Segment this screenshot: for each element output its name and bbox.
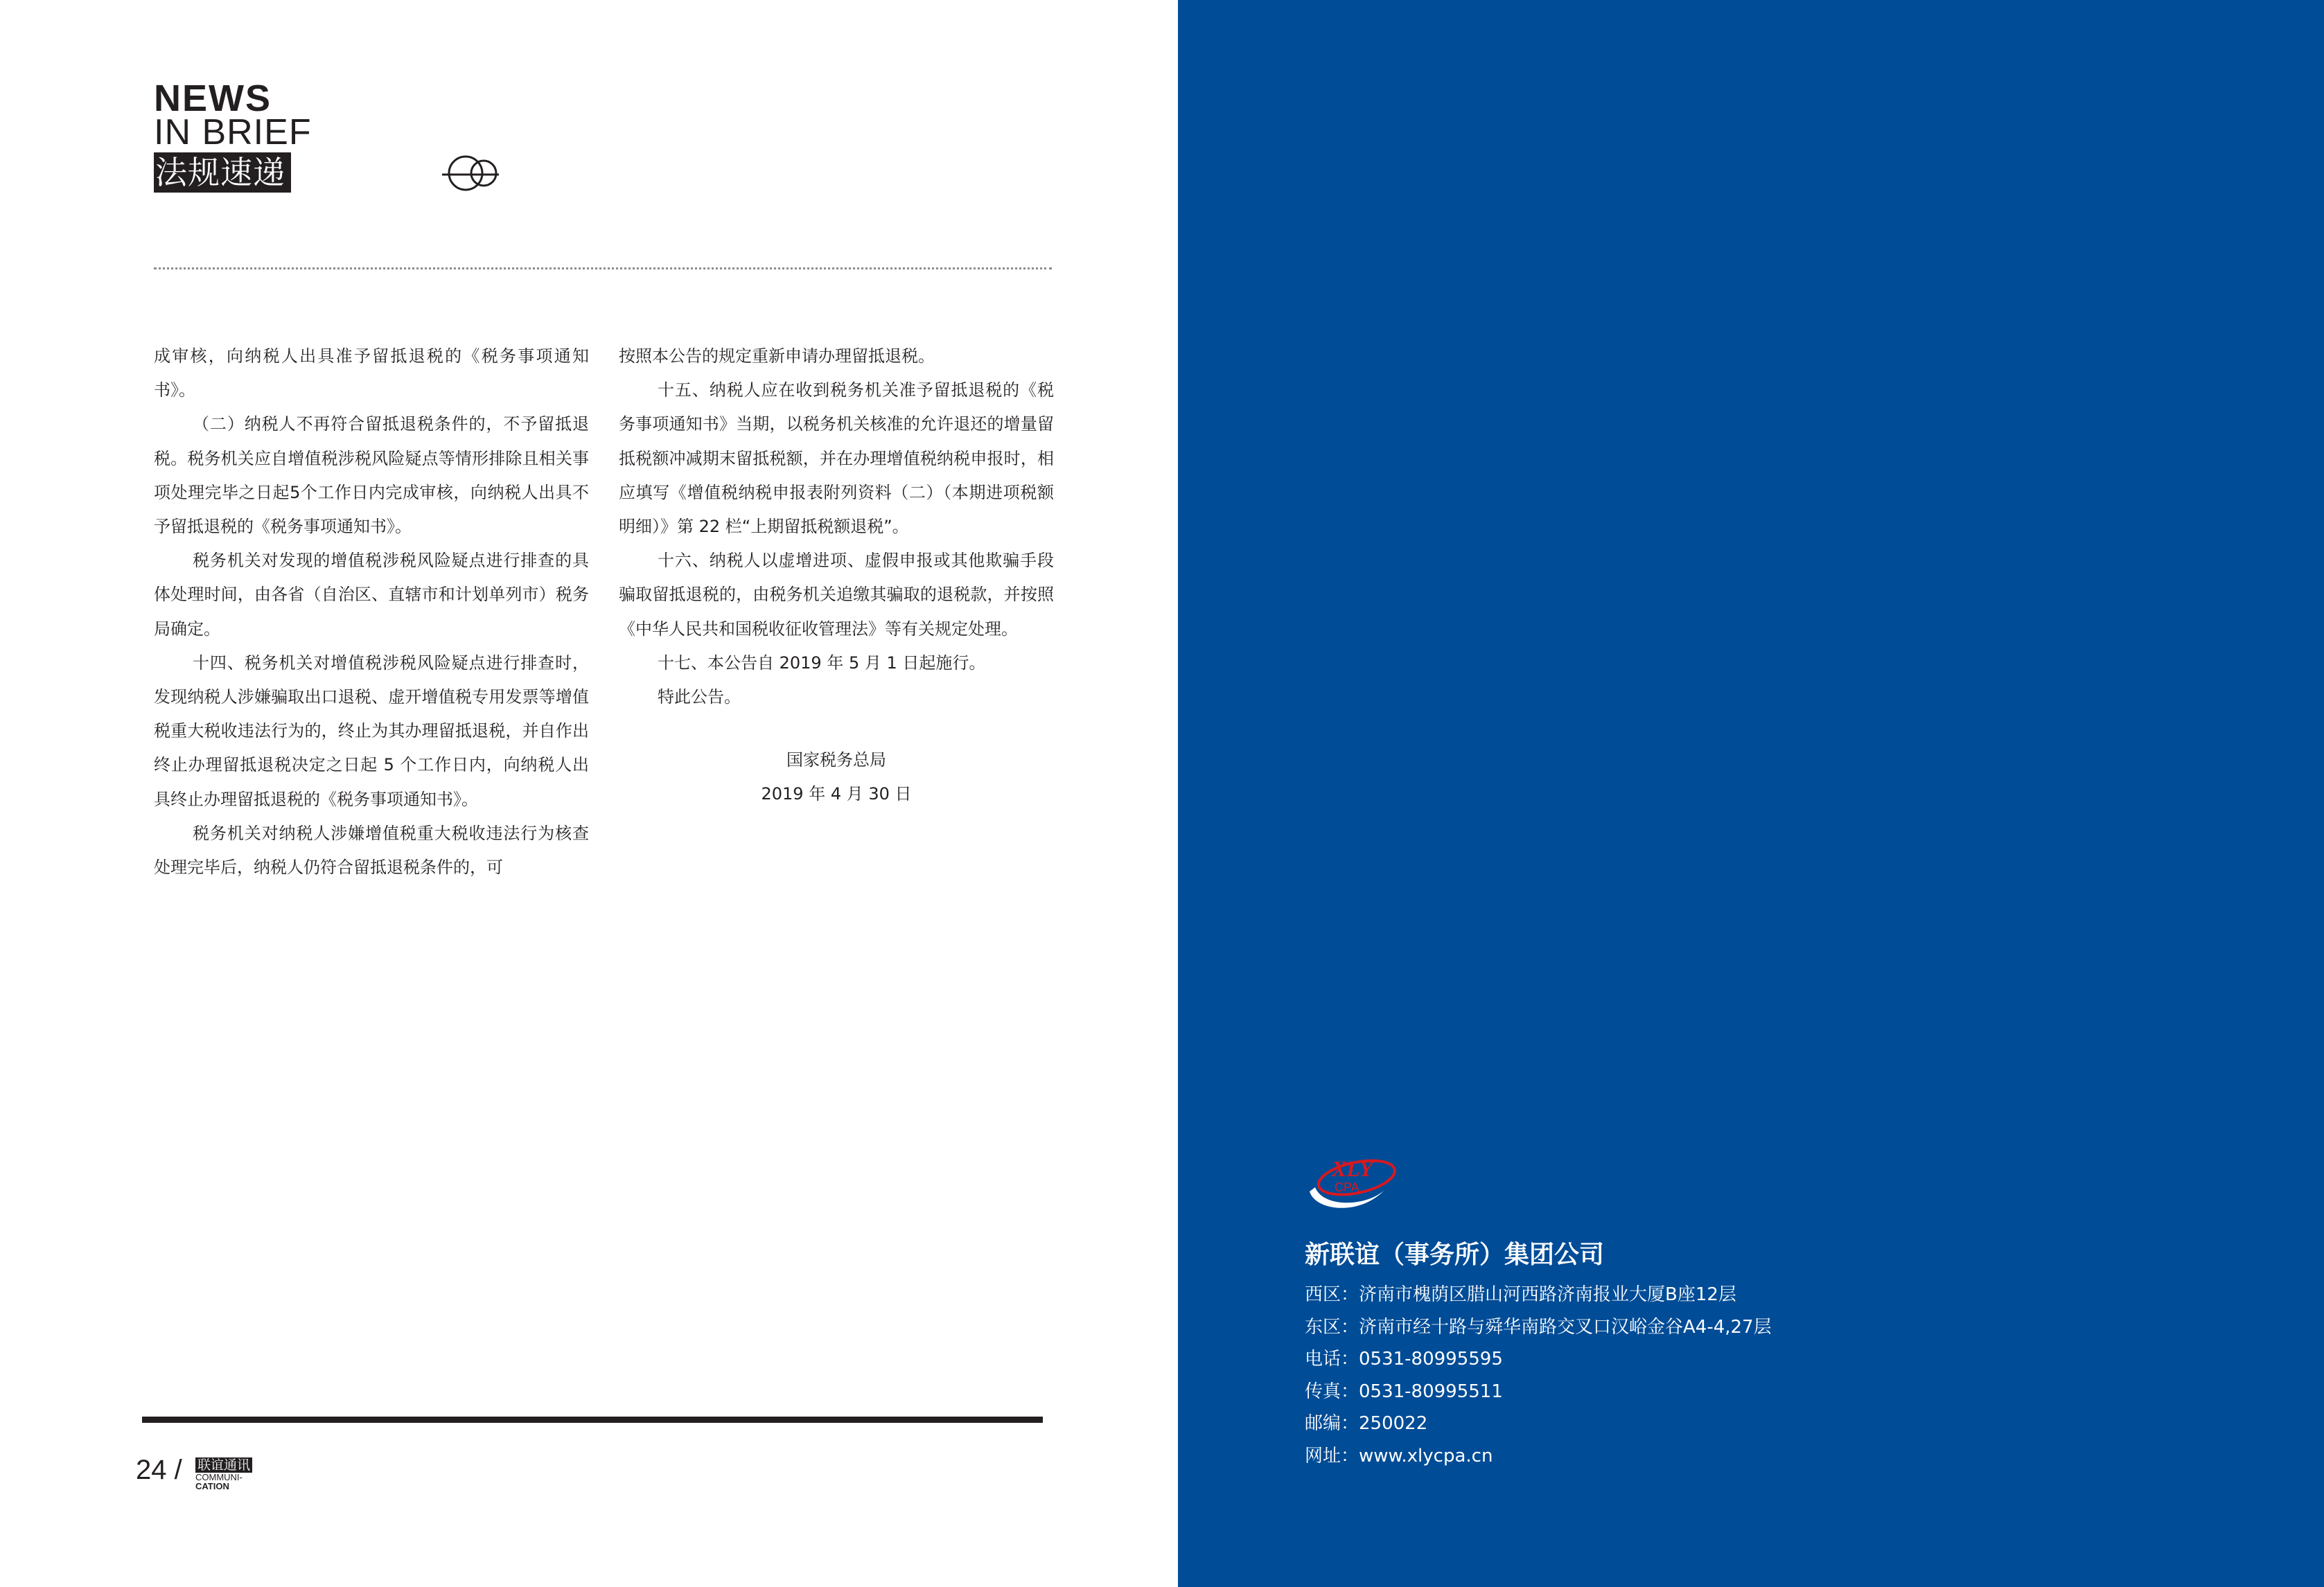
paragraph: 税务机关对纳税人涉嫌增值税重大税收违法行为核查处理完毕后，纳税人仍符合留抵退税条件的，可 xyxy=(154,823,589,878)
paragraph: 成审核，向纳税人出具准予留抵退税的《税务事项通知书》。 xyxy=(154,346,589,400)
header-dotted-divider xyxy=(154,267,1052,269)
company-website: 网址：www.xlycpa.cn xyxy=(1305,1445,1493,1466)
section-header-logo xyxy=(154,78,312,194)
company-contact-block xyxy=(1305,1279,1772,1472)
paragraph: 特此公告。 xyxy=(658,687,741,707)
rings-decoration-icon xyxy=(305,152,499,194)
signature-org: 国家税务总局 xyxy=(786,750,886,770)
article-column-2 xyxy=(619,339,1054,812)
company-postcode: 邮编：250022 xyxy=(1305,1413,1428,1434)
company-name: 新联谊（事务所）集团公司 xyxy=(1305,1241,1605,1269)
paragraph: 十七、本公告自 2019 年 5 月 1 日起施行。 xyxy=(658,653,986,673)
paragraph: 税务机关对发现的增值税涉税风险疑点进行排查的具体处理时间，由各省（自治区、直辖市和计划单列市）税务局确定。 xyxy=(154,551,589,639)
header-cn-row xyxy=(154,152,312,194)
header-news-text: NEWS xyxy=(154,78,272,119)
company-logo-icon xyxy=(1303,1150,1400,1219)
footer-logo-en2 xyxy=(195,1482,252,1491)
footer-logo-cn: 联谊通讯 xyxy=(195,1457,252,1473)
article-column-1 xyxy=(154,339,589,885)
company-phone: 电话：0531-80995595 xyxy=(1305,1349,1503,1369)
company-address-west: 西区：济南市槐荫区腊山河西路济南报业大厦B座12层 xyxy=(1305,1284,1736,1305)
company-fax: 传真：0531-80995511 xyxy=(1305,1381,1503,1402)
paragraph: 十六、纳税人以虚增进项、虚假申报或其他欺骗手段骗取留抵退税的，由税务机关追缴其骗取的退税款，并按照《中华人民共和国税收征收管理法》等有关规定处理。 xyxy=(619,551,1054,639)
paragraph: 按照本公告的规定重新申请办理留抵退税。 xyxy=(619,346,935,366)
signature-gap xyxy=(619,714,1054,743)
footer-publication-logo xyxy=(195,1457,252,1491)
company-address-east: 东区：济南市经十路与舜华南路交叉口汉峪金谷A4-4,27层 xyxy=(1305,1316,1772,1338)
signature-date: 2019 年 4 月 30 日 xyxy=(761,784,912,804)
logo-xly-text: XLY xyxy=(1332,1156,1373,1181)
paragraph: （二）纳税人不再符合留抵退税条件的，不予留抵退税。税务机关应自增值税涉税风险疑点等情形排除且相关事项处理完毕之日起5个工作日内完成审核，向纳税人出具不予留抵退税的《税务事项通知书》。 xyxy=(154,414,589,537)
header-in-brief-text: IN BRIEF xyxy=(154,112,312,152)
footer-logo-en2-text: CATION xyxy=(195,1481,229,1491)
footer-rule xyxy=(142,1417,1043,1423)
paragraph: 十五、纳税人应在收到税务机关准予留抵退税的《税务事项通知书》当期，以税务机关核准的允许退还的增量留抵税额冲减期末留抵税额，并在办理增值税纳税申报时，相应填写《增值税纳税申报表附列资料（二）（本期进项税额明细）》第 22 栏“上期留抵税额退税”。 xyxy=(619,380,1054,537)
footer-logo-en1: COMMUNI- xyxy=(195,1472,243,1482)
page-number: 24 / xyxy=(136,1455,182,1485)
logo-cpa-text: CPA xyxy=(1335,1180,1359,1194)
header-section-title: 法规速递 xyxy=(154,152,291,193)
paragraph: 十四、税务机关对增值税涉税风险疑点进行排查时，发现纳税人涉嫌骗取出口退税、虚开增值税专用发票等增值税重大税收违法行为的，终止为其办理留抵退税，并自作出终止办理留抵退税决定之日起 5 个工作日内，向纳税人出具终止办理留抵退税的《税务事项通知书》。 xyxy=(154,653,589,809)
